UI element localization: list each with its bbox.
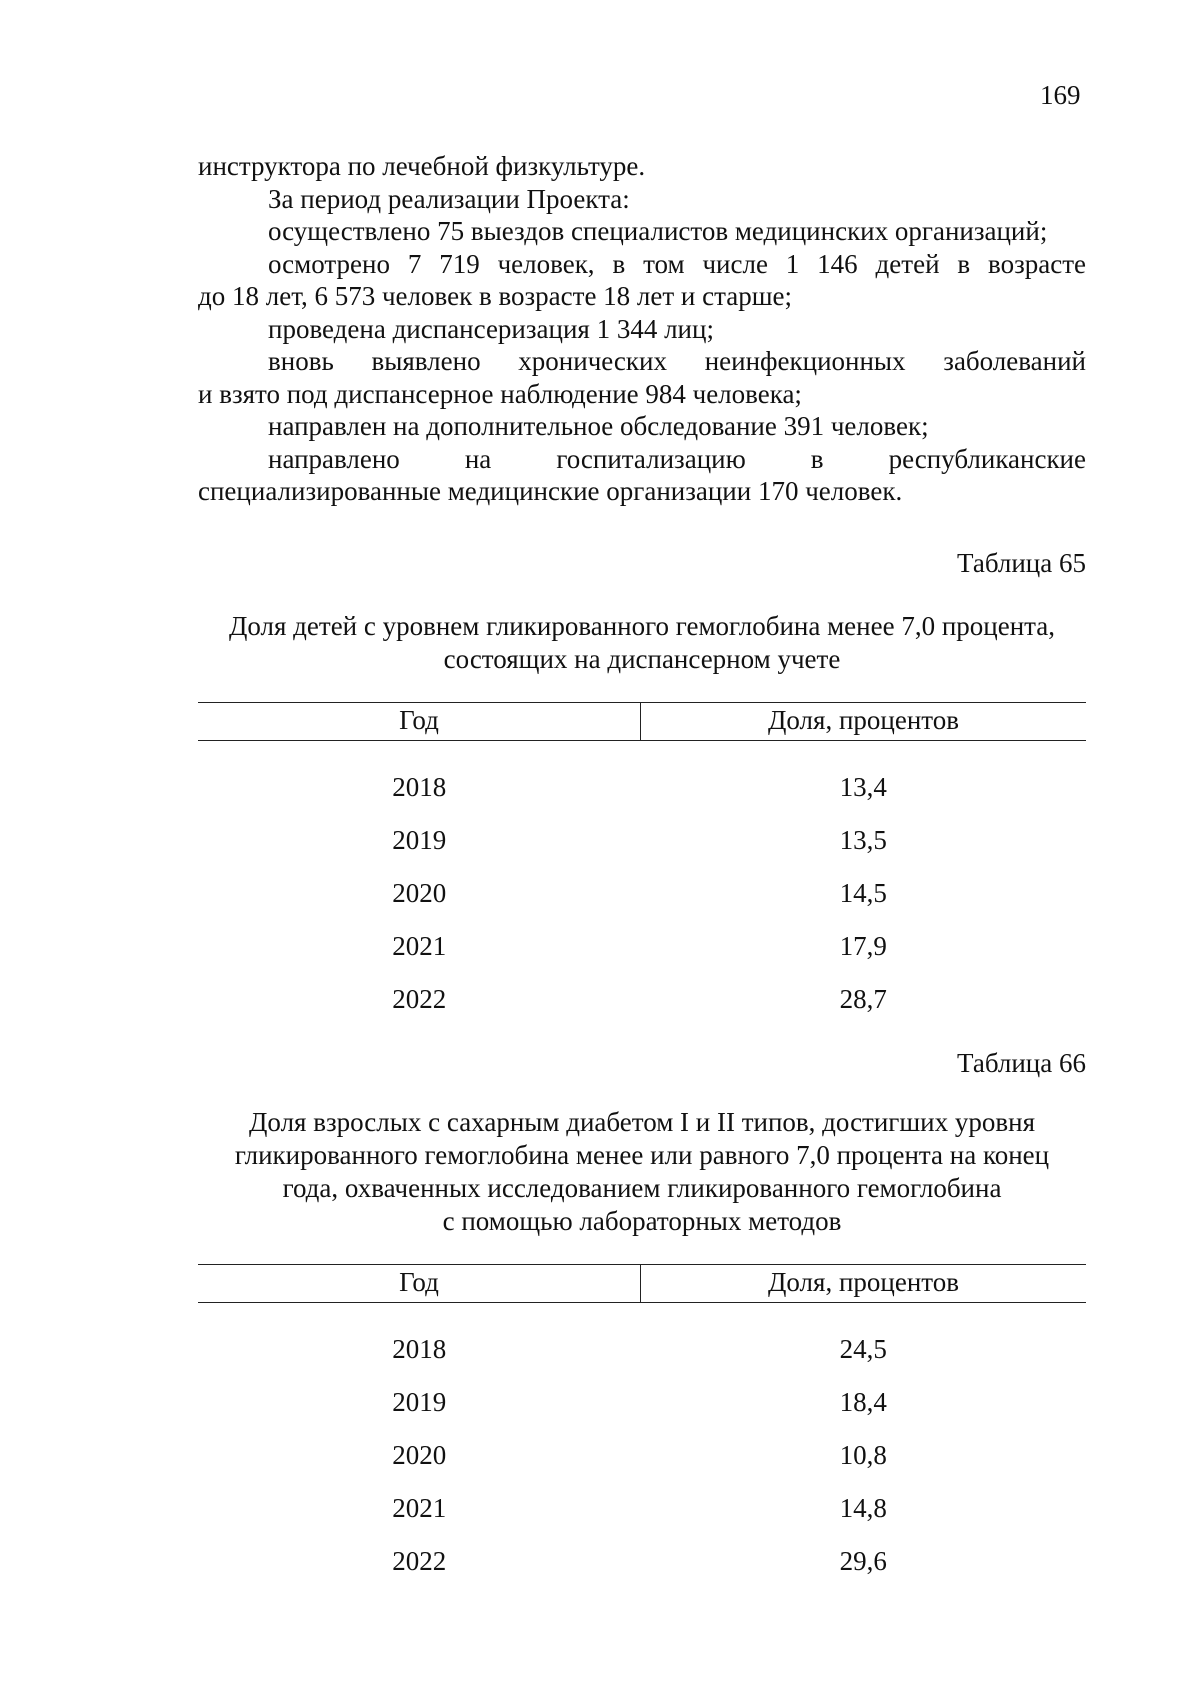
table-66-caption-line-3: года, охваченных исследованием гликированного гемоглобина xyxy=(282,1173,1002,1203)
paragraph-5: проведена диспансеризация 1 344 лиц; xyxy=(268,313,714,344)
table-66-caption-line-4: с помощью лабораторных методов xyxy=(442,1206,842,1236)
table-row xyxy=(198,920,1086,973)
table-row xyxy=(198,1376,1086,1429)
paragraph-2: За период реализации Проекта: xyxy=(268,183,630,214)
table-66-year-cell: 2022 xyxy=(392,1546,447,1576)
table-65-share-cell: 13,5 xyxy=(839,825,887,855)
table-65 xyxy=(198,702,1086,1026)
table-65-share-cell: 17,9 xyxy=(839,931,887,961)
table-65-label: Таблица 65 xyxy=(957,548,1086,578)
table-65-share-cell: 14,5 xyxy=(839,878,887,908)
table-65-caption xyxy=(198,610,1086,676)
table-65-caption-line-1: Доля детей с уровнем гликированного гемоглобина менее 7,0 процента, xyxy=(228,611,1056,641)
table-66-year-cell: 2021 xyxy=(392,1493,447,1523)
paragraph-7: направлен на дополнительное обследование 391 человек; xyxy=(268,411,929,441)
table-row xyxy=(198,973,1086,1026)
table-66-share-cell: 18,4 xyxy=(839,1387,887,1417)
table-row xyxy=(198,814,1086,867)
table-65-header-share: Доля, процентов xyxy=(641,703,1087,741)
table-66-share-cell: 24,5 xyxy=(839,1334,887,1364)
table-65-year-cell: 2022 xyxy=(392,984,447,1014)
table-65-header-year: Год xyxy=(198,703,641,741)
paragraph-8-line-2: специализированные медицинские организации 170 человек. xyxy=(198,476,903,506)
table-65-share-cell: 13,4 xyxy=(839,772,887,802)
table-65-year-cell: 2018 xyxy=(392,772,447,802)
table-66-share-cell: 29,6 xyxy=(839,1546,887,1576)
table-65-share-cell: 28,7 xyxy=(839,984,887,1014)
table-66-share-cell: 10,8 xyxy=(839,1440,887,1470)
table-row xyxy=(198,741,1086,815)
paragraph-4-line-1: осмотрено 7 719 человек, в том числе 1 146 детей в возрасте xyxy=(268,248,1086,279)
table-66-year-cell: 2019 xyxy=(392,1387,447,1417)
paragraph-1: инструктора по лечебной физкультуре. xyxy=(198,151,646,181)
paragraph-6-line-1: вновь выявлено хронических неинфекционных заболеваний xyxy=(268,346,1086,376)
table-66-caption-line-1: Доля взрослых с сахарным диабетом I и II типов, достигших уровня xyxy=(249,1107,1035,1137)
table-65-year-cell: 2019 xyxy=(392,825,447,855)
table-66-year-cell: 2020 xyxy=(392,1440,447,1470)
table-66-caption xyxy=(198,1106,1086,1238)
paragraph-8-line-1: направлено на госпитализацию в республиканские xyxy=(268,443,1086,474)
table-66-header-year: Год xyxy=(198,1265,641,1303)
table-66 xyxy=(198,1264,1086,1588)
table-row xyxy=(198,1535,1086,1588)
table-65-header-row xyxy=(198,703,1086,741)
table-66-year-cell: 2018 xyxy=(392,1334,447,1364)
table-65-year-cell: 2020 xyxy=(392,878,447,908)
table-65-year-cell: 2021 xyxy=(392,931,447,961)
body-text xyxy=(198,150,1086,508)
paragraph-4-line-2: до 18 лет, 6 573 человек в возрасте 18 лет и старше; xyxy=(198,281,792,311)
table-66-header-share: Доля, процентов xyxy=(641,1265,1087,1303)
table-65-caption-line-2: состоящих на диспансерном учете xyxy=(443,644,841,674)
table-row xyxy=(198,1429,1086,1482)
table-66-label: Таблица 66 xyxy=(957,1048,1086,1078)
table-row xyxy=(198,1303,1086,1377)
page-number: 169 xyxy=(1040,80,1081,110)
paragraph-6-line-2: и взято под диспансерное наблюдение 984 человека; xyxy=(198,378,802,409)
table-row xyxy=(198,867,1086,920)
table-66-header-row xyxy=(198,1265,1086,1303)
table-row xyxy=(198,1482,1086,1535)
paragraph-3: осуществлено 75 выездов специалистов медицинских организаций; xyxy=(268,216,1048,246)
table-66-caption-line-2: гликированного гемоглобина менее или равного 7,0 процента на конец xyxy=(234,1140,1050,1170)
table-66-share-cell: 14,8 xyxy=(839,1493,887,1523)
